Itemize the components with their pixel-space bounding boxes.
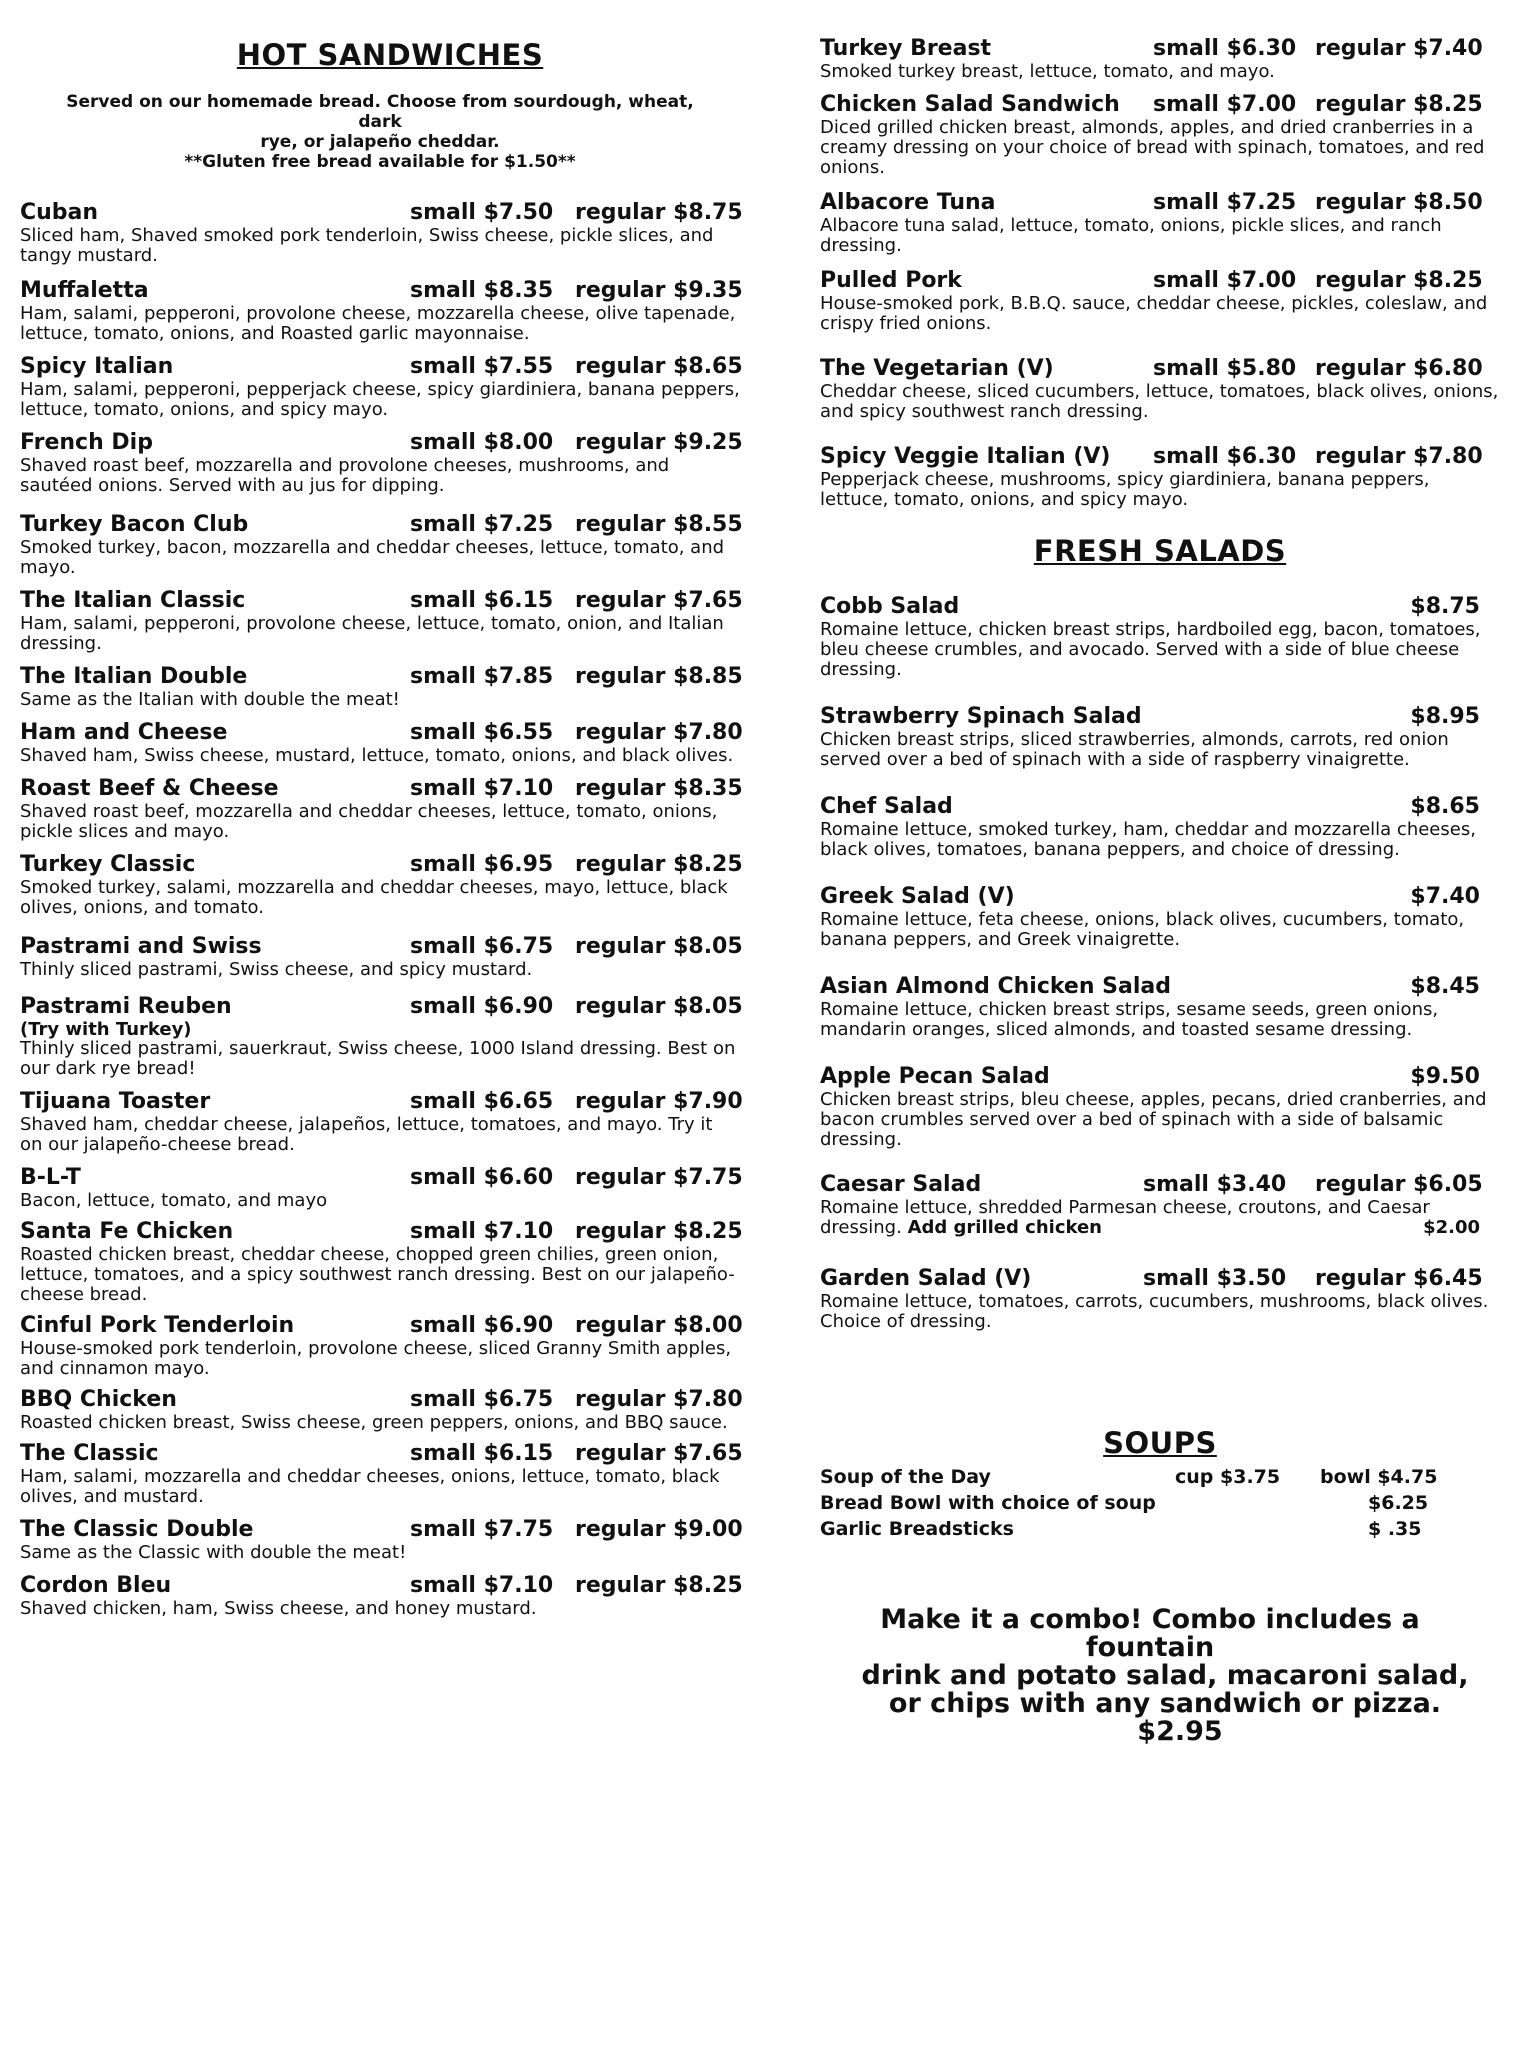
item-description: Shaved roast beef, mozzarella and cheddar cheeses, lettuce, tomato, onions, pickle slices and mayo. [20, 801, 718, 842]
item-name: B-L-T [20, 1165, 81, 1190]
item-description: Chicken breast strips, sliced strawberries, almonds, carrots, red onion served over a bed of spinach with a side of raspberry vinaigrette. [820, 729, 1449, 770]
price-regular: regular $7.40 [1315, 36, 1483, 61]
price-regular: regular $8.55 [575, 512, 743, 537]
item-name: Roast Beef & Cheese [20, 776, 279, 801]
price-small: small $6.75 [410, 934, 554, 959]
item-name: The Italian Classic [20, 588, 246, 613]
menu-item-muffaletta [20, 278, 743, 344]
menu-item-chicken-salad-sandwich [820, 92, 1500, 178]
price-small: small $6.30 [1153, 444, 1297, 469]
price-small: small $3.50 [1143, 1266, 1287, 1291]
item-name: Garden Salad (V) [820, 1266, 1032, 1291]
item-description: Smoked turkey breast, lettuce, tomato, and mayo. [820, 61, 1275, 82]
soup-row [820, 1464, 1500, 1490]
price-small: small $7.85 [410, 664, 554, 689]
intro-line: rye, or jalapeño cheddar. [260, 132, 500, 152]
item-description: House-smoked pork tenderloin, provolone cheese, sliced Granny Smith apples, and cinnamon mayo. [20, 1338, 732, 1379]
menu-item-greek-salad-v [820, 884, 1500, 950]
price-regular: regular $8.25 [575, 852, 743, 877]
hot-sandwiches-intro [60, 92, 700, 172]
menu-item-the-italian-classic [20, 588, 743, 654]
price-regular: regular $7.80 [575, 720, 743, 745]
menu-item-garden-salad [820, 1266, 1500, 1332]
price-regular: regular $8.65 [575, 354, 743, 379]
soups-title: SOUPS [1103, 1426, 1217, 1460]
price-small: small $8.35 [410, 278, 554, 303]
soup-name: Bread Bowl with choice of soup [820, 1492, 1156, 1514]
price-regular: regular $7.65 [575, 588, 743, 613]
item-description: Ham, salami, mozzarella and cheddar cheeses, onions, lettuce, tomato, black olives, and mustard. [20, 1466, 720, 1507]
menu-item-cinful-pork-tenderloin [20, 1313, 743, 1379]
item-description: Cheddar cheese, sliced cucumbers, lettuce, tomatoes, black olives, onions, and spicy southwest ranch dressing. [820, 381, 1499, 422]
menu-item-turkey-classic [20, 852, 743, 918]
item-description: Romaine lettuce, chicken breast strips, hardboiled egg, bacon, tomatoes, bleu cheese crumbles, and avocado. Served with a side of blue cheese dressing. [820, 619, 1481, 680]
combo-line: drink and potato salad, macaroni salad, [861, 1660, 1469, 1691]
salad-list [820, 594, 1500, 1150]
item-description: Shaved ham, Swiss cheese, mustard, lettuce, tomato, onions, and black olives. [20, 745, 734, 766]
item-description: Pepperjack cheese, mushrooms, spicy giardiniera, banana peppers, lettuce, tomato, onions, and spicy mayo. [820, 469, 1430, 510]
price-regular: regular $7.80 [1315, 444, 1483, 469]
item-name: The Vegetarian (V) [820, 356, 1054, 381]
item-description: Same as the Italian with double the meat! [20, 689, 400, 710]
item-name: Tijuana Toaster [20, 1089, 211, 1114]
price: $7.40 [1410, 884, 1480, 909]
item-name: Spicy Italian [20, 354, 174, 379]
item-name: Pastrami and Swiss [20, 934, 262, 959]
item-description: Sliced ham, Shaved smoked pork tenderloin, Swiss cheese, pickle slices, and tangy mustard. [20, 225, 714, 266]
price-regular: regular $6.80 [1315, 356, 1483, 381]
price: $8.65 [1410, 794, 1480, 819]
item-description: Romaine lettuce, smoked turkey, ham, cheddar and mozzarella cheeses, black olives, tomatoes, banana peppers, and choice of dressing. [820, 819, 1476, 860]
item-name: Turkey Bacon Club [20, 512, 249, 537]
item-description: Smoked turkey, bacon, mozzarella and cheddar cheeses, lettuce, tomato, and mayo. [20, 537, 725, 578]
price-small: small $7.10 [410, 776, 554, 801]
fresh-salads-title: FRESH SALADS [1033, 534, 1287, 568]
price-regular: regular $8.35 [575, 776, 743, 801]
menu-item-the-italian-double [20, 664, 743, 710]
price-small: small $8.00 [410, 430, 554, 455]
price-small: small $7.00 [1153, 268, 1297, 293]
price-regular: regular $8.05 [575, 994, 743, 1019]
item-name: BBQ Chicken [20, 1387, 177, 1412]
item-description: Romaine lettuce, feta cheese, onions, black olives, cucumbers, tomato, banana peppers, and Greek vinaigrette. [820, 909, 1465, 950]
soup-row [820, 1490, 1500, 1516]
price-small: small $6.60 [410, 1165, 554, 1190]
combo-price: $2.95 [1137, 1716, 1223, 1747]
price-regular: regular $8.85 [575, 664, 743, 689]
price-regular: regular $8.25 [575, 1219, 743, 1244]
soup-name: Soup of the Day [820, 1466, 991, 1488]
soup-row [820, 1516, 1500, 1542]
price-regular: regular $8.75 [575, 200, 743, 225]
price-small: small $7.25 [1153, 190, 1297, 215]
price-small: small $6.15 [410, 588, 554, 613]
price: $8.45 [1410, 974, 1480, 999]
item-description: Diced grilled chicken breast, almonds, apples, and dried cranberries in a creamy dressing on your choice of bread with spinach, tomatoes, and red onions. [820, 117, 1485, 178]
item-name: Cinful Pork Tenderloin [20, 1313, 295, 1338]
price-regular: regular $7.80 [575, 1387, 743, 1412]
price-regular: regular $8.05 [575, 934, 743, 959]
addon-price: $2.00 [1423, 1217, 1480, 1238]
item-name: Strawberry Spinach Salad [820, 704, 1142, 729]
combo-offer [820, 1606, 1480, 1746]
item-description: Thinly sliced pastrami, sauerkraut, Swiss cheese, 1000 Island dressing. Best on our dark rye bread! [20, 1038, 736, 1079]
menu-item-the-vegetarian-v [820, 356, 1500, 422]
price-small: small $6.90 [410, 994, 554, 1019]
soup-list [820, 1464, 1500, 1542]
soup-bowl-price: bowl $4.75 [1320, 1466, 1438, 1488]
item-description: Romaine lettuce, tomatoes, carrots, cucumbers, mushrooms, black olives. Choice of dressing. [820, 1291, 1489, 1332]
item-description: Shaved ham, cheddar cheese, jalapeños, lettuce, tomatoes, and mayo. Try it on our jalapeño-cheese bread. [20, 1114, 713, 1155]
soup-price: $ .35 [1368, 1518, 1422, 1540]
item-description: Thinly sliced pastrami, Swiss cheese, and spicy mustard. [20, 959, 533, 980]
menu-item-apple-pecan-salad [820, 1064, 1500, 1150]
menu-item-b-l-t [20, 1165, 743, 1211]
price-regular: regular $7.90 [575, 1089, 743, 1114]
item-name: Turkey Classic [20, 852, 196, 877]
hot-sandwiches-title: HOT SANDWICHES [236, 38, 544, 72]
menu-item-santa-fe-chicken [20, 1219, 743, 1305]
price-small: small $6.15 [410, 1441, 554, 1466]
menu-item-albacore-tuna [820, 190, 1500, 256]
price: $8.75 [1410, 594, 1480, 619]
menu-item-spicy-italian [20, 354, 743, 420]
item-name: Asian Almond Chicken Salad [820, 974, 1172, 999]
soup-name: Garlic Breadsticks [820, 1518, 1014, 1540]
price-small: small $6.55 [410, 720, 554, 745]
item-description: Roasted chicken breast, Swiss cheese, green peppers, onions, and BBQ sauce. [20, 1412, 728, 1433]
menu-item-turkey-bacon-club [20, 512, 743, 578]
menu-item-ham-and-cheese [20, 720, 743, 766]
item-name: Chef Salad [820, 794, 953, 819]
price-regular: regular $8.25 [575, 1573, 743, 1598]
intro-line: Served on our homemade bread. Choose from sourdough, wheat, dark [66, 92, 694, 132]
item-name: Albacore Tuna [820, 190, 996, 215]
price-regular: regular $8.25 [1315, 92, 1483, 117]
item-name: The Italian Double [20, 664, 248, 689]
item-description: Ham, salami, pepperoni, provolone cheese, mozzarella cheese, olive tapenade, lettuce, tomato, onions, and Roasted garlic mayonnaise. [20, 303, 736, 344]
hot-sandwich-list-continued [820, 36, 1500, 510]
price-regular: regular $9.35 [575, 278, 743, 303]
item-description: Albacore tuna salad, lettuce, tomato, onions, pickle slices, and ranch dressing. [820, 215, 1442, 256]
item-name: The Classic [20, 1441, 159, 1466]
item-name: Turkey Breast [820, 36, 992, 61]
price-small: small $7.10 [410, 1573, 554, 1598]
item-name: The Classic Double [20, 1517, 254, 1542]
menu-item-the-classic [20, 1441, 743, 1507]
left-column [20, 0, 743, 1619]
price-regular: regular $8.00 [575, 1313, 743, 1338]
item-name: Caesar Salad [820, 1172, 982, 1197]
menu-item-pulled-pork [820, 268, 1500, 334]
price-small: small $7.55 [410, 354, 554, 379]
item-description: Bacon, lettuce, tomato, and mayo [20, 1190, 328, 1211]
menu-item-cuban [20, 200, 743, 266]
menu-item-cordon-bleu [20, 1573, 743, 1619]
combo-line: Make it a combo! Combo includes a fountain [880, 1604, 1420, 1663]
menu-item-strawberry-spinach-salad [820, 704, 1500, 770]
item-name: Santa Fe Chicken [20, 1219, 234, 1244]
item-name: Cordon Bleu [20, 1573, 172, 1598]
intro-line: **Gluten free bread available for $1.50** [184, 152, 576, 172]
addon-label: Add grilled chicken [907, 1217, 1102, 1238]
item-name: Greek Salad (V) [820, 884, 1015, 909]
price-regular: regular $7.75 [575, 1165, 743, 1190]
price-regular: regular $6.05 [1315, 1172, 1483, 1197]
price-regular: regular $9.00 [575, 1517, 743, 1542]
menu-item-pastrami-reuben [20, 994, 743, 1079]
item-description: Shaved roast beef, mozzarella and provolone cheeses, mushrooms, and sautéed onions. Served with au jus for dipping. [20, 455, 670, 496]
menu-item-turkey-breast [820, 36, 1500, 82]
item-name: Cuban [20, 200, 99, 225]
menu-item-chef-salad [820, 794, 1500, 860]
price-small: small $7.50 [410, 200, 554, 225]
menu-item-bbq-chicken [20, 1387, 743, 1433]
item-description [820, 1198, 1500, 1238]
price-small: small $6.95 [410, 852, 554, 877]
price-regular: regular $8.50 [1315, 190, 1483, 215]
item-description: House-smoked pork, B.B.Q. sauce, cheddar cheese, pickles, coleslaw, and crispy fried onions. [820, 293, 1488, 334]
menu-item-asian-almond-chicken-salad [820, 974, 1500, 1040]
price-regular: regular $9.25 [575, 430, 743, 455]
item-description: Ham, salami, pepperoni, provolone cheese, lettuce, tomato, onion, and Italian dressing. [20, 613, 724, 654]
item-name: Chicken Salad Sandwich [820, 92, 1120, 117]
price-small: small $7.10 [410, 1219, 554, 1244]
price-small: small $3.40 [1143, 1172, 1287, 1197]
price-small: small $7.25 [410, 512, 554, 537]
price-regular: regular $8.25 [1315, 268, 1483, 293]
menu-item-cobb-salad [820, 594, 1500, 680]
price: $9.50 [1410, 1064, 1480, 1089]
price: $8.95 [1410, 704, 1480, 729]
item-description: Smoked turkey, salami, mozzarella and cheddar cheeses, mayo, lettuce, black olives, onions, and tomato. [20, 877, 728, 918]
menu-item-french-dip [20, 430, 743, 496]
menu-item-roast-beef-cheese [20, 776, 743, 842]
item-name: Apple Pecan Salad [820, 1064, 1050, 1089]
item-description: Shaved chicken, ham, Swiss cheese, and honey mustard. [20, 1598, 537, 1619]
item-note: (Try with Turkey) [20, 1019, 192, 1040]
price-small: small $7.75 [410, 1517, 554, 1542]
menu-item-tijuana-toaster [20, 1089, 743, 1155]
item-name: French Dip [20, 430, 153, 455]
item-name: Pastrami Reuben [20, 994, 232, 1019]
item-name: Cobb Salad [820, 594, 960, 619]
price-small: small $5.80 [1153, 356, 1297, 381]
item-name: Ham and Cheese [20, 720, 228, 745]
price-regular: regular $6.45 [1315, 1266, 1483, 1291]
item-description: Ham, salami, pepperoni, pepperjack cheese, spicy giardiniera, banana peppers, lettuce, tomato, onions, and spicy mayo. [20, 379, 740, 420]
hot-sandwich-list [20, 200, 743, 1619]
menu-item-caesar-salad [820, 1172, 1500, 1238]
item-description: Same as the Classic with double the meat! [20, 1542, 407, 1563]
combo-line: or chips with any sandwich or pizza. [888, 1688, 1442, 1719]
menu-item-pastrami-and-swiss [20, 934, 743, 980]
price-small: small $7.00 [1153, 92, 1297, 117]
price-regular: regular $7.65 [575, 1441, 743, 1466]
item-description: Chicken breast strips, bleu cheese, apples, pecans, dried cranberries, and bacon crumbles served over a bed of spinach with a side of balsamic dressing. [820, 1089, 1487, 1150]
item-description: Romaine lettuce, chicken breast strips, sesame seeds, green onions, mandarin oranges, sliced almonds, and toasted sesame dressing. [820, 999, 1439, 1040]
item-name: Spicy Veggie Italian (V) [820, 444, 1111, 469]
price-small: small $6.65 [410, 1089, 554, 1114]
right-column [820, 0, 1500, 1746]
item-name: Pulled Pork [820, 268, 962, 293]
price-small: small $6.30 [1153, 36, 1297, 61]
menu-item-the-classic-double [20, 1517, 743, 1563]
description-text: Romaine lettuce, shredded Parmesan cheese, croutons, and Caesar dressing. [820, 1197, 1430, 1238]
soup-cup-price: cup $3.75 [1175, 1466, 1281, 1488]
price-small: small $6.75 [410, 1387, 554, 1412]
item-name: Muffaletta [20, 278, 149, 303]
price-small: small $6.90 [410, 1313, 554, 1338]
menu-item-spicy-veggie-italian-v [820, 444, 1500, 510]
item-description: Roasted chicken breast, cheddar cheese, chopped green chilies, green onion, lettuce, tomatoes, and a spicy southwest ranch dressing. Best on our jalapeño-cheese bread. [20, 1244, 735, 1305]
soup-price: $6.25 [1368, 1492, 1429, 1514]
